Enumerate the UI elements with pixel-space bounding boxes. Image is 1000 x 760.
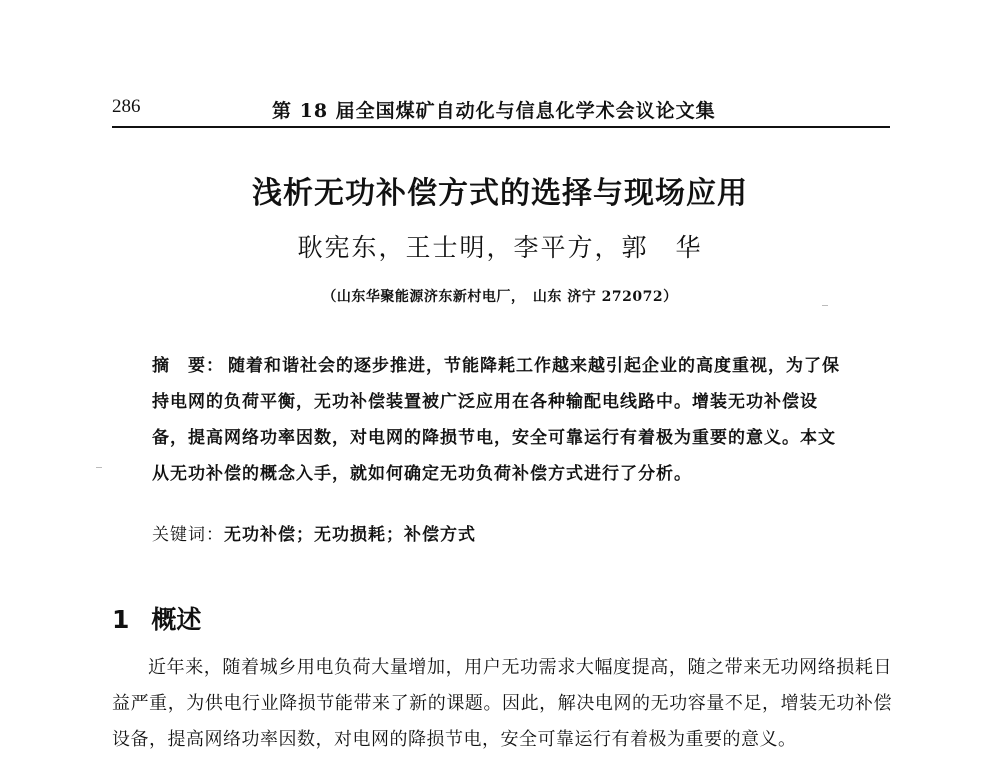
- section-heading: [112, 600, 201, 636]
- keywords-text: 无功补偿；无功损耗；补偿方式: [224, 525, 476, 545]
- journal-title: 第 18 届全国煤矿自动化与信息化学术会议论文集: [272, 100, 716, 122]
- page-number: 286: [112, 96, 141, 117]
- author-affiliation: （山东华聚能源济东新村电厂， 山东 济宁 272072）: [322, 289, 678, 305]
- section-title: 概述: [151, 605, 202, 634]
- paper-title: 浅析无功补偿方式的选择与现场应用: [252, 176, 748, 211]
- abstract-text: 随着和谐社会的逐步推进，节能降耗工作越来越引起企业的高度重视，为了保持电网的负荷平衡，无功补偿装置被广泛应用在各种输配电线路中。增装无功补偿设备，提高网络功率因数，对电网的降损节电，安全可靠运行有着极为重要的意义。本文从无功补偿的概念入手，就如何确定无功负荷补偿方式进行了分析。: [152, 356, 840, 484]
- abstract: [152, 348, 852, 492]
- body-paragraph: 近年来，随着城乡用电负荷大量增加，用户无功需求大幅度提高，随之带来无功网络损耗日益严重，为供电行业降损节能带来了新的课题。因此，解决电网的无功容量不足，增装无功补偿设备，提高网络功率因数，对电网的降损节电，安全可靠运行有着极为重要的意义。: [112, 657, 892, 750]
- abstract-label: 摘 要：: [152, 356, 224, 376]
- running-header: [112, 96, 890, 126]
- author-list: 耿宪东，王士明，李平方，郭 华: [297, 233, 703, 262]
- scan-artifact: [822, 305, 828, 306]
- section-number: 1: [112, 605, 130, 634]
- header-rule: [112, 126, 890, 128]
- keywords-label: 关键词：: [152, 525, 224, 545]
- scan-artifact: [96, 467, 102, 468]
- keywords: [152, 520, 852, 545]
